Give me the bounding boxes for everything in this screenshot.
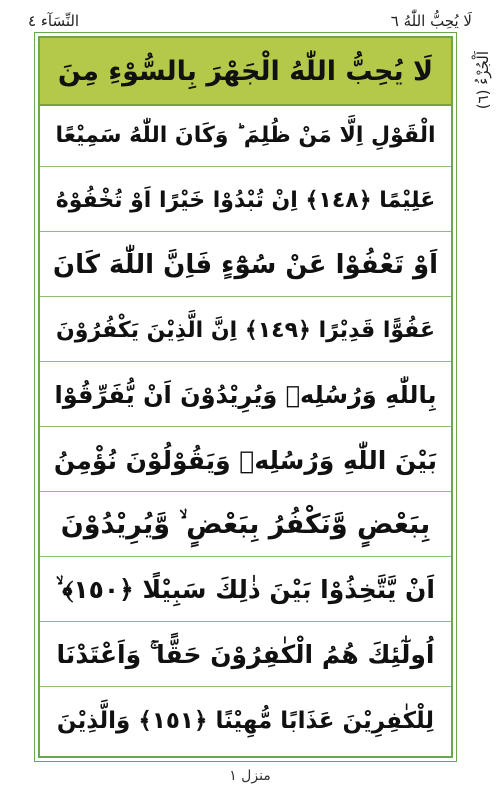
text-line	[40, 689, 451, 752]
text-line	[40, 559, 451, 622]
text-line	[40, 169, 451, 232]
page-frame	[38, 36, 453, 758]
text-line	[40, 104, 451, 167]
manzil-footer: منزل ١	[229, 768, 271, 784]
text-line	[40, 364, 451, 427]
line-text: بَيْنَ اللّٰهِ وَرُسُلِهٖ وَيَقُوْلُوْنَ نُؤْمِنُ	[53, 445, 438, 475]
text-line	[40, 624, 451, 687]
page-header	[28, 8, 472, 34]
title-line: لَا يُحِبُّ اللّٰهُ الْجَهْرَ بِالسُّوْءِ مِنَ	[57, 55, 434, 87]
line-text: عَلِيْمًا ﴿١٤٨﴾ اِنْ تُبْدُوْا خَيْرًا اَوْ تُخْفُوْهُ	[55, 187, 436, 213]
line-text: لِلْكٰفِرِيْنَ عَذَابًا مُّهِيْنًا ﴿١٥١﴾ وَالَّذِيْنَ	[56, 707, 435, 734]
juz-side-text: اَلْجُزْءُ (٦)	[474, 50, 492, 110]
line-text: بِاللّٰهِ وَرُسُلِهٖ وَيُرِيْدُوْنَ اَنْ يُّفَرِّقُوْا	[54, 381, 437, 409]
line-text: اُولٰٓئِكَ هُمُ الْكٰفِرُوْنَ حَقًّا ۚ وَاَعْتَدْنَا	[56, 640, 435, 669]
title-band	[40, 38, 451, 106]
line-text: اَنْ يَّتَّخِذُوْا بَيْنَ ذٰلِكَ سَبِيْلًا ﴿١٥٠﴾ ۙ	[56, 575, 435, 604]
text-line	[40, 429, 451, 492]
text-line	[40, 299, 451, 362]
juz-side-label	[470, 40, 496, 120]
text-line	[40, 234, 451, 297]
line-text: اَوْ تَعْفُوْا عَنْ سُوْٓءٍ فَاِنَّ اللّٰهَ كَانَ	[52, 250, 439, 280]
surah-name: النِّسَآء ٤	[28, 12, 80, 30]
line-text: بِبَعْضٍ وَّنَكْفُرُ بِبَعْضٍ ۙ وَّيُرِيْدُوْنَ	[60, 509, 431, 540]
text-line	[40, 494, 451, 557]
line-text: الْقَوْلِ اِلَّا مَنْ ظُلِمَ ؕ وَكَانَ اللّٰهُ سَمِيْعًا	[55, 122, 436, 148]
juz-name: لَا يُحِبُّ اللّٰهُ ٦	[390, 12, 472, 30]
line-text: عَفُوًّا قَدِيْرًا ﴿١٤٩﴾ اِنَّ الَّذِيْنَ يَكْفُرُوْنَ	[55, 317, 436, 343]
